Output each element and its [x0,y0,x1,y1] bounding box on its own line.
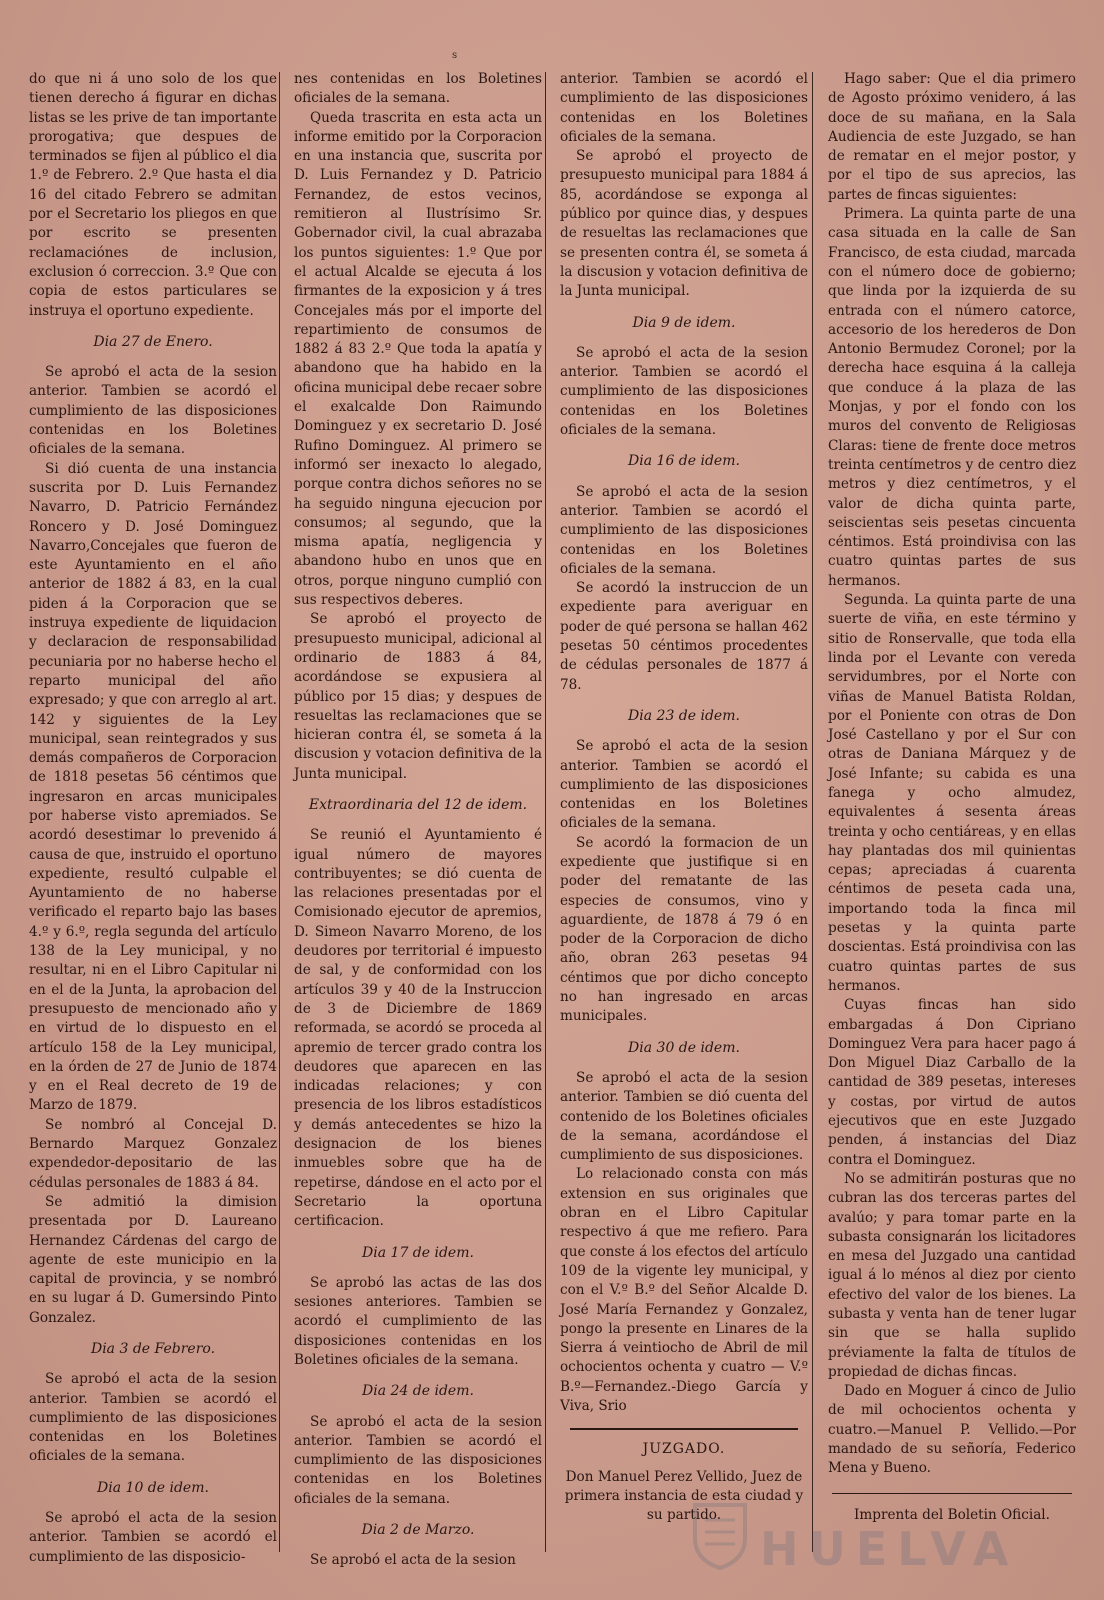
paragraph: Hago saber: Que el dia primero de Agosto próximo venidero, á las doce de su mañana, en la Sala Audiencia de este Juzgado, se han de rematar en el mejor postor, y por el tipo de sus aprecios, las partes de fincas siguientes: [828,71,1076,203]
paragraph: Se acordó la formacion de un expediente que justifique si en poder del rematante de las especies de consumos, vino y aguardiente, de 1878 á 79 ó en poder de la Corporacion de dicho año, obran 263 pesetas 94 céntimos que por dicho concepto no han ingresado en arcas municipales. [560,834,808,1025]
paragraph: do que ni á uno solo de los que tienen derecho á figurar en dichas listas se les prive de tan importante prorogativa; que despues de terminados se fijen al público el dia 1.º de Febrero. 2.º Que hasta el dia 16 del citado Febrero se admitan por el Secretario los pliegos en que por escrito se presenten reclamaciónes de inclusion, exclusion ó correccion. 3.º Que con copia de estos particulares se instruya el oportuno expediente. [29,71,277,319]
paragraph: Se aprobó el proyecto de presupuesto municipal, adicional al ordinario de 1883 á 84, acordándose se expusiera al público por 15 dias; y despues de resueltas las reclamaciones que se hicieran contra él, se someta á la discusion y votacion definitiva de la Junta municipal. [294,611,542,782]
paragraph: Se acordó la instruccion de un expediente para averiguar en poder de qué persona se hallan 462 pesetas 50 céntimos procedentes de cédulas personales de 1877 á 78. [560,580,808,693]
paragraph: Se aprobó el acta de la sesion anterior. Tambien se acordó el cumplimiento de las disposiciones contenidas en los Boletines oficiales de la semana. [29,1371,277,1465]
watermark-text: HUELVA [760,1522,1019,1576]
session-heading: Dia 16 de idem. [628,453,740,470]
session-heading: Dia 9 de idem. [632,314,736,331]
paragraph: Se aprobó el acta de la sesion anterior. Tambien se acordó el cumplimiento de las disposiciones contenidas en los Boletines oficiales de la semana. [560,483,808,577]
section-divider [832,1493,1072,1494]
paragraph: Don Manuel Perez Vellido, Juez de primera instancia de esta ciudad y su partido. [564,1468,804,1524]
paragraph: anterior. Tambien se acordó el cumplimiento de las disposiciones contenidas en los Boletines oficiales de la semana. [560,71,808,145]
paragraph: Se aprobó el acta de la sesion anterior. Tambien se acordó el cumplimiento de las disposicio- [29,1510,277,1565]
paragraph: nes contenidas en los Boletines oficiales de la semana. [294,71,542,107]
column-1 [29,70,277,1567]
paragraph: Segunda. La quinta parte de una suerte de viña, en este término y sitio de Ronservalle, que toda ella linda por el Levante con vereda servidumbres, por el Norte con viñas de Manuel Batista Roldan, por el Poniente con otras de Don José Castellano y por el Sur con otras de Daniana Márquez y de José Infante; su cabida es una fanega y ocho almudez, equivalentes á sesenta áreas treinta y ocho centiáreas, y en ellas hay plantadas dos mil quinientas cepas; apreciadas á cuarenta céntimos de peseta cada una, importando toda la finca mil pesetas y la quinta parte doscientas. Está proindivisa con las cuatro quintas partes de sus hermanos. [828,592,1076,994]
paragraph: No se admitirán posturas que no cubran las dos terceras partes del avalúo; y para tomar parte en la subasta consignarán los licitadores en mesa del Juzgado una cantidad igual á lo ménos al diez por ciento efectivo del valor de los bienes. La subasta y venta han de tener lugar sin que se halla suplido préviamente la falta de títulos de propiedad de dichas fincas. [828,1170,1076,1380]
column-4 [828,70,1076,1525]
section-divider [570,1428,798,1430]
session-heading: Dia 17 de idem. [362,1244,474,1261]
paragraph: Se aprobó las actas de las dos sesiones anteriores. Tambien se acordó el cumplimiento de las disposiciones contenidas en los Boletines oficiales de la semana. [294,1274,542,1368]
section-title: JUZGADO. [642,1441,726,1458]
paragraph: Se reunió el Ayuntamiento é igual número de mayores contribuyentes; se dió cuenta de las relaciones presentadas por el Comisionado ejecutor de apremios, D. Simeon Navarro Moreno, de los deudores por territorial é impuesto de sal, y de conformidad con los artículos 39 y 40 de la Instruccion de 3 de Diciembre de 1869 reformada, se acordó se proceda al apremio de tercer grado contra los deudores que aparecen en las indicadas relaciones; y con presencia de los libros estadísticos y demás antecedentes se hizo la designacion de los bienes inmuebles sobre que ha de repetirse, dándose en el acto por el Secretario la oportuna certificacion. [294,827,542,1230]
paragraph: Se aprobó el acta de la sesion anterior. Tambien se dió cuenta del contenido de los Boletines oficiales de la semana, acordándose el cumplimiento de sus disposiciones. [560,1069,808,1164]
session-heading: Dia 27 de Enero. [93,333,213,350]
session-heading: Dia 2 de Marzo. [361,1522,475,1539]
shield-icon [690,1500,750,1570]
paragraph: Se aprobó el acta de la sesion anterior. Tambien se acordó el cumplimiento de las disposiciones contenidas en los Boletines oficiales de la semana. [294,1413,542,1507]
paragraph: Cuyas fincas han sido embargadas á Don Cipriano Dominguez Vera para hacer pago á Don Miguel Diaz Carballo de la cantidad de 389 pesetas, intereses y costas, por virtud de autos ejecutivos que en este Juzgado penden, á instancias del Diaz contra el Dominguez. [828,997,1076,1168]
column-2 [294,70,542,1571]
paragraph: Se aprobó el acta de la sesion [310,1552,516,1569]
paragraph: Queda trascrita en esta acta un informe emitido por la Corporacion en una instancia que, suscrita por D. Luis Fernandez y D. Patricio Fernandez, de estos vecinos, remitieron al Ilustrísimo Sr. Gobernador civil, la cual abrazaba los puntos siguientes: 1.º Que por el actual Alcalde se ejecuta á los firmantes de la exposicion y á tres Concejales más por el importe del repartimiento de consumos de 1882 á 83 2.º Que toda la apatía y abandono que ha habido en la oficina municipal debe recaer sobre el exalcalde Don Raimundo Dominguez y ex secretario D. José Rufino Dominguez. Al primero se informó ser inexacto lo alegado, porque contra dichos señores no se ha seguido ninguna ejecucion por consumos; al segundo, que la misma apatía, negligencia y abandono hubo en unos que en otros, porque ninguno cumplió con sus respectivos deberes. [294,109,542,609]
column-rule [545,72,546,1552]
folio-mark: s [452,50,458,61]
session-heading: Dia 24 de idem. [362,1383,474,1400]
session-heading: Dia 23 de idem. [628,707,740,724]
column-rule [279,72,280,1552]
archive-watermark [690,1500,1019,1580]
session-heading: Dia 3 de Febrero. [90,1341,216,1357]
paragraph: Lo relacionado consta con más extension en sus originales que obran en el Libro Capitular respectivo á que me refiero. Para que conste á los efectos del artículo 109 de la vigente ley municipal, y con el V.º B.º del Señor Alcalde D. José María Fernandez y Gonzalez, pongo la presente en Linares de la Sierra á veintiocho de Abril de mil ochocientos ochenta y cuatro — V.º B.º—Fernandez.-Diego García y Viva, Srio [560,1166,808,1414]
paragraph: Se nombró al Concejal D. Bernardo Marquez Gonzalez expendedor-depositario de las cédulas personales de 1883 á 84. [29,1116,277,1191]
paragraph: Se aprobó el acta de la sesion anterior. Tambien se acordó el cumplimiento de las disposiciones contenidas en los Boletines oficiales de la semana. [29,364,277,458]
printer-imprint: Imprenta del Boletin Oficial. [854,1506,1050,1523]
session-heading: Dia 30 de idem. [628,1039,740,1056]
paragraph: Se admitió la dimision presentada por D. Laureano Hernandez Cárdenas del cargo de agente de este municipio en la capital de provincia, y se nombró en su lugar á D. Gumersindo Pinto Gonzalez. [29,1193,277,1326]
paragraph: Primera. La quinta parte de una casa situada en la calle de San Francisco, de esta ciudad, marcada con el número doce de gobierno; que linda por la izquierda de su entrada con el número catorce, accesorio de los herederos de Don Antonio Bermudez Coronel; por la derecha hace esquina á la calleja que conduce á la plaza de las Monjas, y por el fondo con los muros del convento de Religiosas Claras: tiene de frente doce metros treinta centímetros y de centro diez metros y diez centímetros, y el valor de dicha quinta parte, seiscientas seis pesetas cincuenta céntimos. Está proindivisa con las cuatro quintas partes de sus hermanos. [828,206,1076,589]
paragraph: Se aprobó el acta de la sesion anterior. Tambien se acordó el cumplimiento de las disposiciones contenidas en los Boletines oficiales de la semana. [560,344,808,439]
paragraph: Si dió cuenta de una instancia suscrita por D. Luis Fernandez Navarro, D. Patricio Fernández Roncero y D. José Dominguez Navarro,Concejales que fueron de este Ayuntamiento en el año anterior de 1882 á 83, en la cual piden á la Corporacion que se instruya expediente de liquidacion y declaracion de responsabilidad pecuniaria por no haberse hecho el reparto municipal del año expresado; y que con arreglo al art. 142 y siguientes de la Ley municipal, sean reintegrados y sus demás compañeros de Corporacion de 1818 pesetas 56 céntimos que ingresaron en arcas municipales por haberse visto apremiados. Se acordó desestimar lo prevenido á causa de que, instruido el oportuno expediente, resultó culpable el Ayuntamiento de no haberse verificado el reparto bajo las bases 4.º y 6.º, regla segunda del artículo 138 de la Ley municipal, y no resultar, ni en el Libro Capitular ni en el de la Junta, la aprobacion del presupuesto de mencionado año y en virtud de lo dispuesto en el artículo 158 de la Ley municipal, en la órden de 27 de Junio de 1874 y en el Real decreto de 19 de Marzo de 1879. [29,460,277,1114]
session-heading: Dia 10 de idem. [97,1479,209,1496]
paragraph: Se aprobó el proyecto de presupuesto municipal para 1884 á 85, acordándose se exponga al público por quince dias, y despues de resueltas las reclamaciones que se presenten contra él, se someta á la discusion y votacion definitiva de la Junta municipal. [560,148,808,300]
paragraph: Dado en Moguer á cinco de Julio de mil ochocientos ochenta y cuatro.—Manuel P. Vellido.—Por mandado de su señoría, Federico Mena y Bueno. [828,1383,1076,1477]
session-heading: Extraordinaria del 12 de idem. [308,796,528,813]
column-rule [812,72,813,1552]
paragraph: Se aprobó el acta de la sesion anterior. Tambien se acordó el cumplimiento de las disposiciones contenidas en los Boletines oficiales de la semana. [560,738,808,832]
column-3 [560,70,808,1525]
